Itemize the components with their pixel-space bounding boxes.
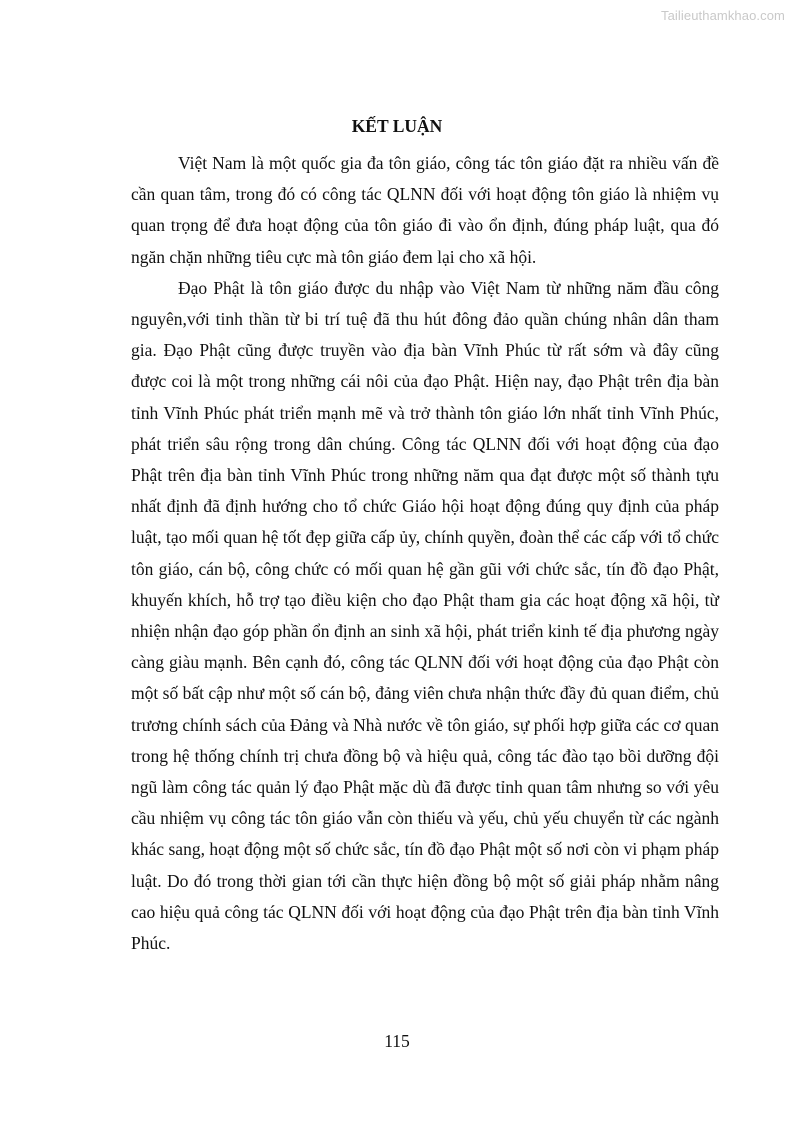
watermark-text: Tailieuthamkhao.com	[660, 8, 785, 23]
paragraph-2: Đạo Phật là tôn giáo được du nhập vào Việt Nam từ những năm đầu công nguyên,với tinh thần từ bi trí tuệ đã thu hút đông đảo quần chúng nhân dân tham gia. Đạo Phật cũng được truyền vào địa bàn Vĩnh Phúc từ rất sớm và đây cũng được coi là một trong những cái nôi của đạo Phật. Hiện nay, đạo Phật trên địa bàn tỉnh Vĩnh Phúc phát triển mạnh mẽ và trở thành tôn giáo lớn nhất tỉnh Vĩnh Phúc, phát triển sâu rộng trong dân chúng. Công tác QLNN đối với hoạt động của đạo Phật trên địa bàn tỉnh Vĩnh Phúc trong những năm qua đạt được một số thành tựu nhất định đã định hướng cho tổ chức Giáo hội hoạt động đúng quy định của pháp luật, tạo mối quan hệ tốt đẹp giữa cấp ủy, chính quyền, đoàn thể các cấp với tổ chức tôn giáo, cán bộ, công chức có mối quan hệ gần gũi với chức sắc, tín đồ đạo Phật, khuyến khích, hỗ trợ tạo điều kiện cho đạo Phật tham gia các hoạt động xã hội, từ nhiện nhận đạo góp phần ổn định an sinh xã hội, phát triển kinh tế địa phương ngày càng giàu mạnh. Bên cạnh đó, công tác QLNN đối với hoạt động của đạo Phật còn một số bất cập như một số cán bộ, đảng viên chưa nhận thức đầy đủ quan điểm, chủ trương chính sách của Đảng và Nhà nước về tôn giáo, sự phối hợp giữa các cơ quan trong hệ thống chính trị chưa đồng bộ và hiệu quả, công tác đào tạo bồi dưỡng đội ngũ làm công tác quản lý đạo Phật mặc dù đã được tỉnh quan tâm nhưng so với yêu cầu nhiệm vụ công tác tôn giáo vẫn còn thiếu và yếu, chủ yếu chuyển từ các ngành khác sang, hoạt động một số chức sắc, tín đồ đạo Phật một số nơi còn vi phạm pháp luật. Do đó trong thời gian tới cần thực hiện đồng bộ một số giải pháp nhằm nâng cao hiệu quả công tác QLNN đối với hoạt động của đạo Phật trên địa bàn tỉnh Vĩnh Phúc.	[131, 277, 719, 954]
page-title: KẾT LUẬN	[351, 116, 443, 136]
document-body	[131, 148, 719, 959]
page-number: 115	[384, 1031, 410, 1051]
paragraph-1: Việt Nam là một quốc gia đa tôn giáo, công tác tôn giáo đặt ra nhiều vấn đề cần quan tâm, trong đó có công tác QLNN đối với hoạt động tôn giáo là nhiệm vụ quan trọng để đưa hoạt động của tôn giáo đi vào ổn định, đúng pháp luật, qua đó ngăn chặn những tiêu cực mà tôn giáo đem lại cho xã hội.	[131, 153, 719, 267]
